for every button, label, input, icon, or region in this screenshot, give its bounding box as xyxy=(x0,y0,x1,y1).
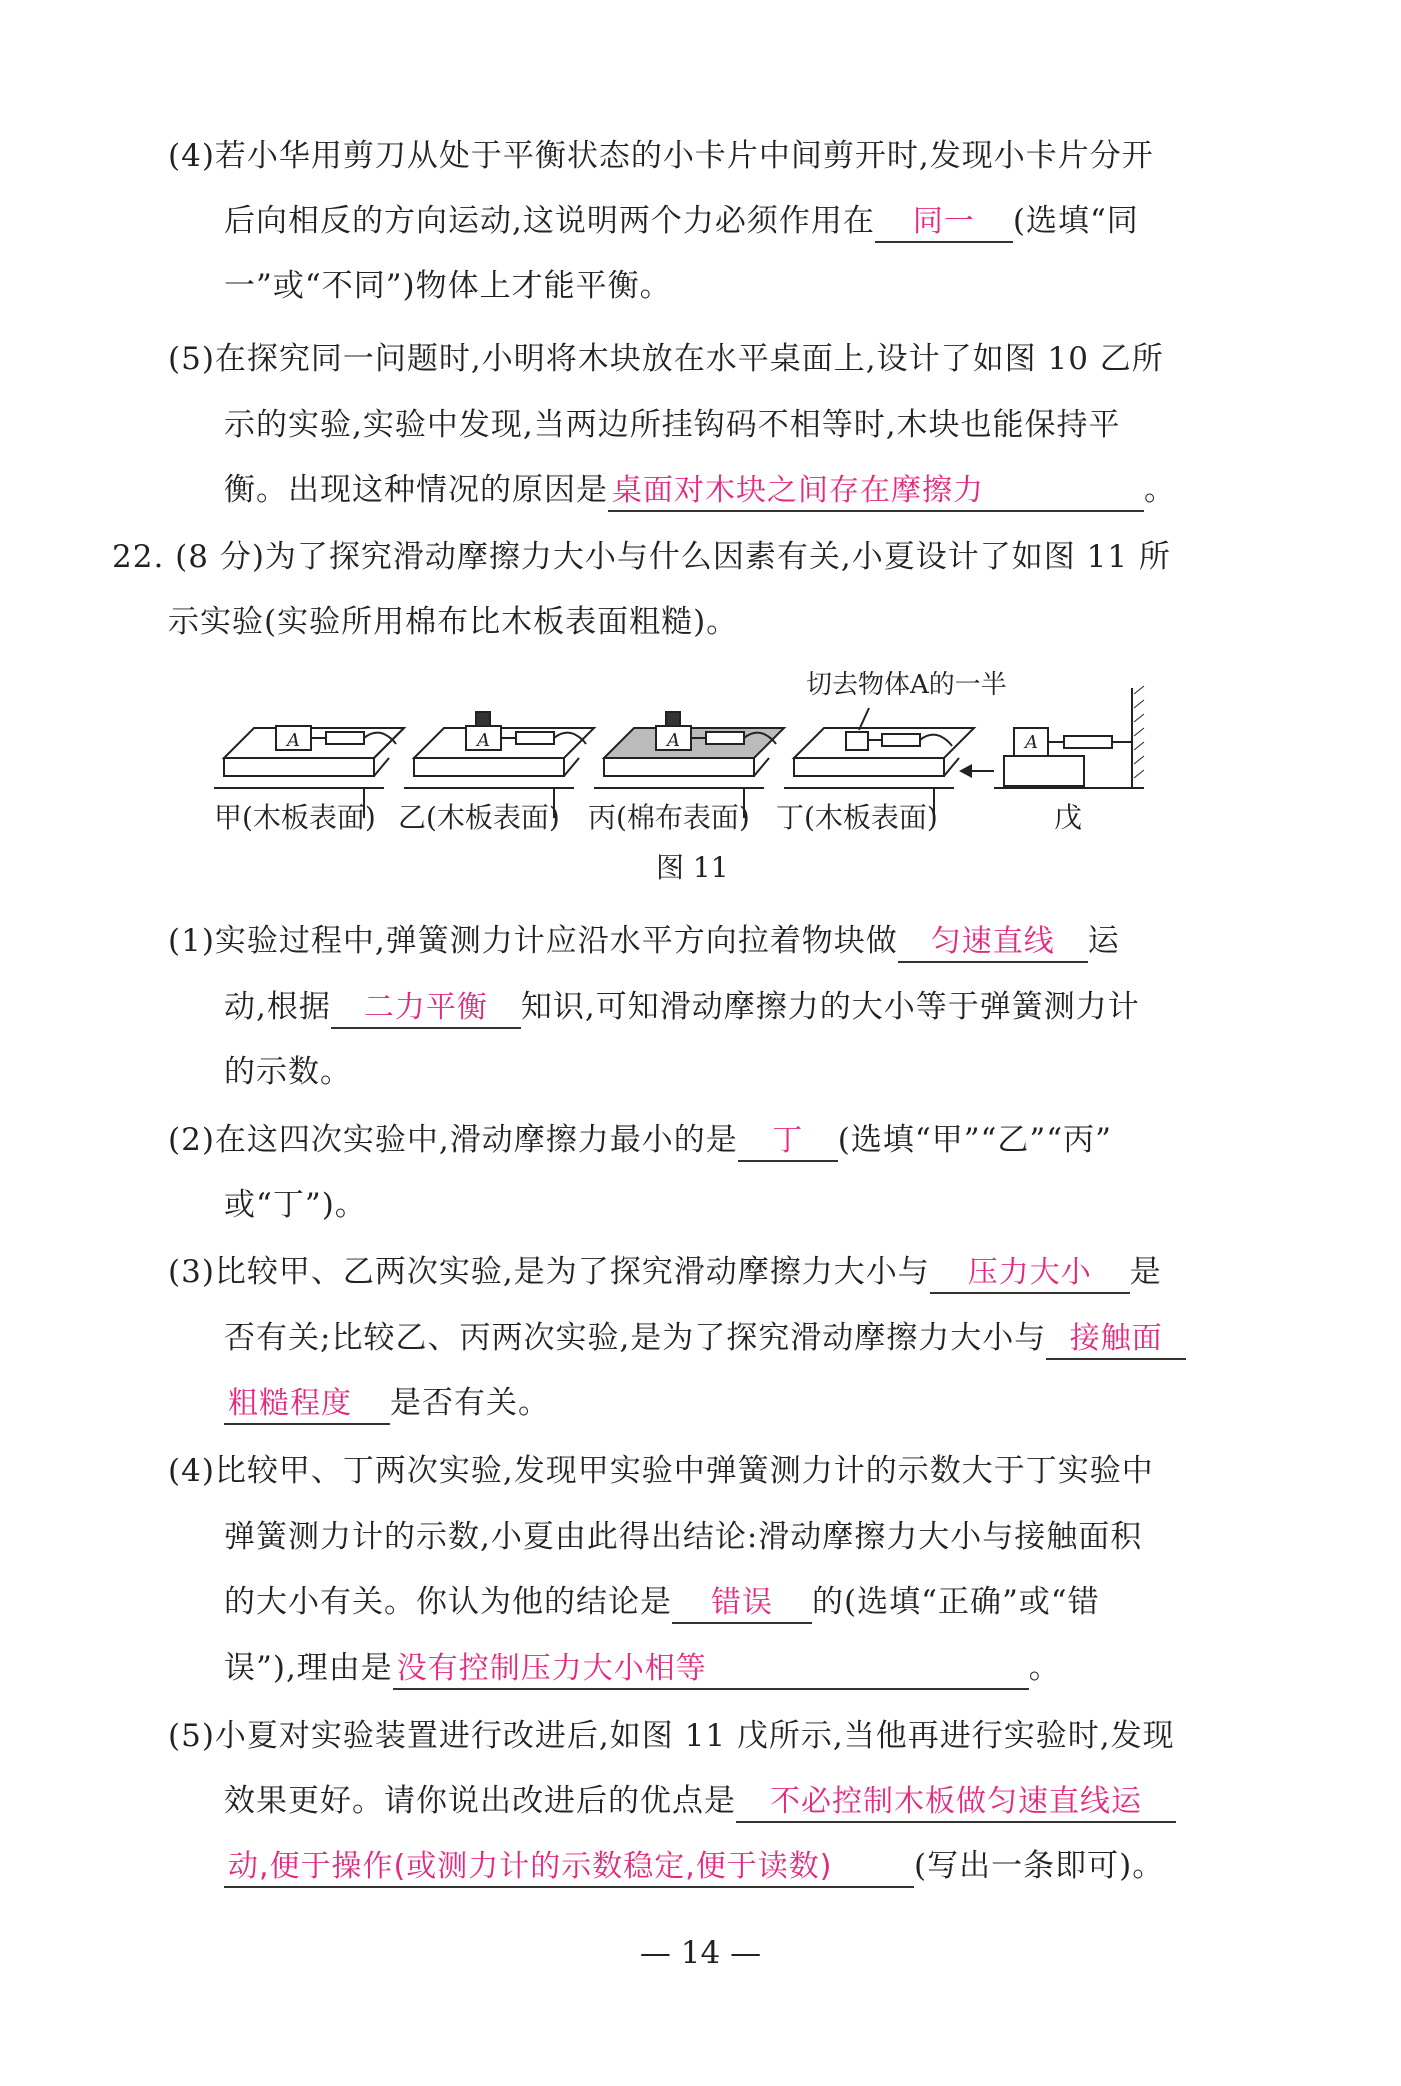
text: (5)小夏对实验装置进行改进后,如图 11 戊所示,当他再进行实验时,发现 xyxy=(168,1718,1175,1754)
answer-blank: 错误 xyxy=(672,1584,812,1624)
text: (3)比较甲、乙两次实验,是为了探究滑动摩擦力大小与 xyxy=(168,1254,930,1290)
q22-line2 xyxy=(168,602,738,642)
text: (写出一条即可)。 xyxy=(914,1848,1165,1884)
q22-p4-line4 xyxy=(224,1648,1061,1690)
text: 一”或“不同”)物体上才能平衡。 xyxy=(224,268,672,304)
text: (1)实验过程中,弹簧测力计应沿水平方向拉着物块做 xyxy=(168,923,898,959)
block-label-jia: A xyxy=(287,730,300,751)
answer-blank: 桌面对木块之间存在摩擦力 xyxy=(608,472,1144,512)
q21-p4-line3 xyxy=(224,266,672,306)
text: 是否有关。 xyxy=(390,1385,550,1421)
block-label-yi: A xyxy=(477,730,490,751)
answer-blank: 压力大小 xyxy=(930,1254,1130,1294)
text: 效果更好。请你说出改进后的优点是 xyxy=(224,1783,736,1819)
answer-blank: 不必控制木板做匀速直线运 xyxy=(736,1783,1176,1823)
q21-p4-line1 xyxy=(168,136,1154,176)
q22-line1 xyxy=(112,537,1171,577)
caption-wu: 戊 xyxy=(1054,801,1083,834)
text: 示实验(实验所用棉布比木板表面粗糙)。 xyxy=(168,604,739,640)
page-number: — 14 — xyxy=(639,1935,762,1971)
text: 动,根据 xyxy=(224,989,331,1025)
text: (2)在这四次实验中,滑动摩擦力最小的是 xyxy=(168,1122,738,1158)
block-label-bing: A xyxy=(667,730,680,751)
text: 运 xyxy=(1087,923,1120,959)
text: 弹簧测力计的示数,小夏由此得出结论:滑动摩擦力大小与接触面积 xyxy=(224,1519,1143,1555)
q22-p5-line3 xyxy=(224,1846,1164,1888)
q22-p1-line1 xyxy=(168,921,1120,963)
text: 是 xyxy=(1129,1254,1162,1290)
text: (4)若小华用剪刀从处于平衡状态的小卡片中间剪开时,发现小卡片分开 xyxy=(168,138,1154,174)
answer-blank: 动,便于操作(或测力计的示数稳定,便于读数) xyxy=(224,1848,914,1888)
caption-ding: 丁(木板表面) xyxy=(776,801,938,834)
answer-blank: 丁 xyxy=(738,1122,838,1162)
text: 衡。出现这种情况的原因是 xyxy=(224,472,608,508)
text: 或“丁”)。 xyxy=(224,1187,367,1223)
text: 。 xyxy=(1028,1650,1061,1686)
text: 的(选填“正确”或“错 xyxy=(812,1584,1100,1620)
q22-p2-line1 xyxy=(168,1120,1112,1162)
arrow-left-icon xyxy=(959,764,972,778)
text: 误”),理由是 xyxy=(224,1650,393,1686)
q22-p1-line3 xyxy=(224,1052,352,1092)
q22-p4-line1 xyxy=(168,1451,1154,1491)
figure-title: 图 11 xyxy=(656,851,729,884)
text: 22. (8 分)为了探究滑动摩擦力大小与什么因素有关,小夏设计了如图 11 所 xyxy=(112,539,1171,575)
q22-p4-line2 xyxy=(224,1517,1142,1557)
q21-p5-line1 xyxy=(168,339,1164,379)
block-label-wu: A xyxy=(1025,732,1038,753)
answer-blank: 没有控制压力大小相等 xyxy=(393,1650,1029,1690)
text: 示的实验,实验中发现,当两边所挂钩码不相等时,木块也能保持平 xyxy=(224,407,1121,443)
answer-blank: 匀速直线 xyxy=(898,923,1088,963)
text: (4)比较甲、丁两次实验,发现甲实验中弹簧测力计的示数大于丁实验中 xyxy=(168,1453,1154,1489)
q21-p5-line2 xyxy=(224,405,1121,445)
q22-p3-line3 xyxy=(224,1383,550,1425)
text: 知识,可知滑动摩擦力的大小等于弹簧测力计 xyxy=(520,989,1140,1025)
text: 后向相反的方向运动,这说明两个力必须作用在 xyxy=(224,203,875,239)
text: (选填“同 xyxy=(1012,203,1139,239)
caption-jia: 甲(木板表面) xyxy=(214,801,376,834)
text: (5)在探究同一问题时,小明将木块放在水平桌面上,设计了如图 10 乙所 xyxy=(168,341,1164,377)
q22-p2-line2 xyxy=(224,1185,367,1225)
q22-p3-line1 xyxy=(168,1252,1162,1294)
q21-p5-line3 xyxy=(224,470,1176,512)
q22-p5-line1 xyxy=(168,1716,1175,1756)
q22-p4-line3 xyxy=(224,1582,1100,1624)
text: 的示数。 xyxy=(224,1054,352,1090)
answer-blank: 粗糙程度 xyxy=(224,1385,390,1425)
answer-blank: 接触面 xyxy=(1046,1320,1186,1360)
figure-annotation: 切去物体A的一半 xyxy=(806,670,1007,700)
answer-blank: 二力平衡 xyxy=(331,989,521,1029)
q22-p3-line2 xyxy=(224,1318,1186,1360)
text: 否有关;比较乙、丙两次实验,是为了探究滑动摩擦力大小与 xyxy=(224,1320,1047,1356)
text: (选填“甲”“乙”“丙” xyxy=(837,1122,1112,1158)
text: 的大小有关。你认为他的结论是 xyxy=(224,1584,672,1620)
text: 。 xyxy=(1144,472,1176,508)
caption-bing: 丙(棉布表面) xyxy=(588,801,750,834)
q22-p5-line2 xyxy=(224,1781,1176,1823)
setup-wu xyxy=(972,688,1144,788)
q21-p4-line2 xyxy=(224,201,1139,243)
q22-p1-line2 xyxy=(224,987,1140,1029)
answer-blank: 同一 xyxy=(875,203,1013,243)
caption-yi: 乙(木板表面) xyxy=(398,801,560,834)
